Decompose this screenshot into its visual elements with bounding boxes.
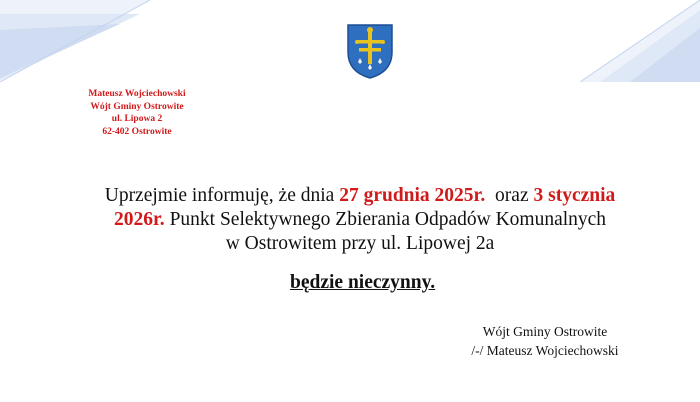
signature-title: Wójt Gminy Ostrowite	[482, 324, 608, 339]
announcement-date-1: 27 grudnia 2025r.	[339, 185, 486, 206]
sender-name: Mateusz Wojciechowski	[88, 89, 186, 99]
corner-decoration-left	[0, 0, 150, 82]
announcement-date-2-part1: 3 stycznia	[533, 185, 616, 206]
coat-of-arms-icon	[345, 22, 395, 80]
announcement-conjunction: oraz	[485, 185, 534, 206]
announcement-text	[40, 184, 680, 256]
signature-block	[440, 322, 650, 360]
closed-notice: będzie nieczynny.	[290, 272, 436, 293]
sender-title: Wójt Gminy Ostrowite	[90, 101, 184, 112]
announcement-rest-1: Punkt Selektywnego Zbierania Odpadów Komunalnych	[164, 209, 607, 230]
signature-name: /-/ Mateusz Wojciechowski	[471, 343, 619, 358]
sender-block	[62, 88, 212, 138]
corner-decoration-right	[580, 0, 700, 82]
sender-postal: 62-402 Ostrowite	[102, 126, 172, 137]
sender-street: ul. Lipowa 2	[111, 114, 163, 124]
announcement-intro: Uprzejmie informuję, że dnia	[104, 185, 340, 206]
announcement-rest-2: w Ostrowitem przy ul. Lipowej 2a	[225, 233, 495, 254]
announcement-date-2-part2: 2026r.	[113, 209, 165, 230]
